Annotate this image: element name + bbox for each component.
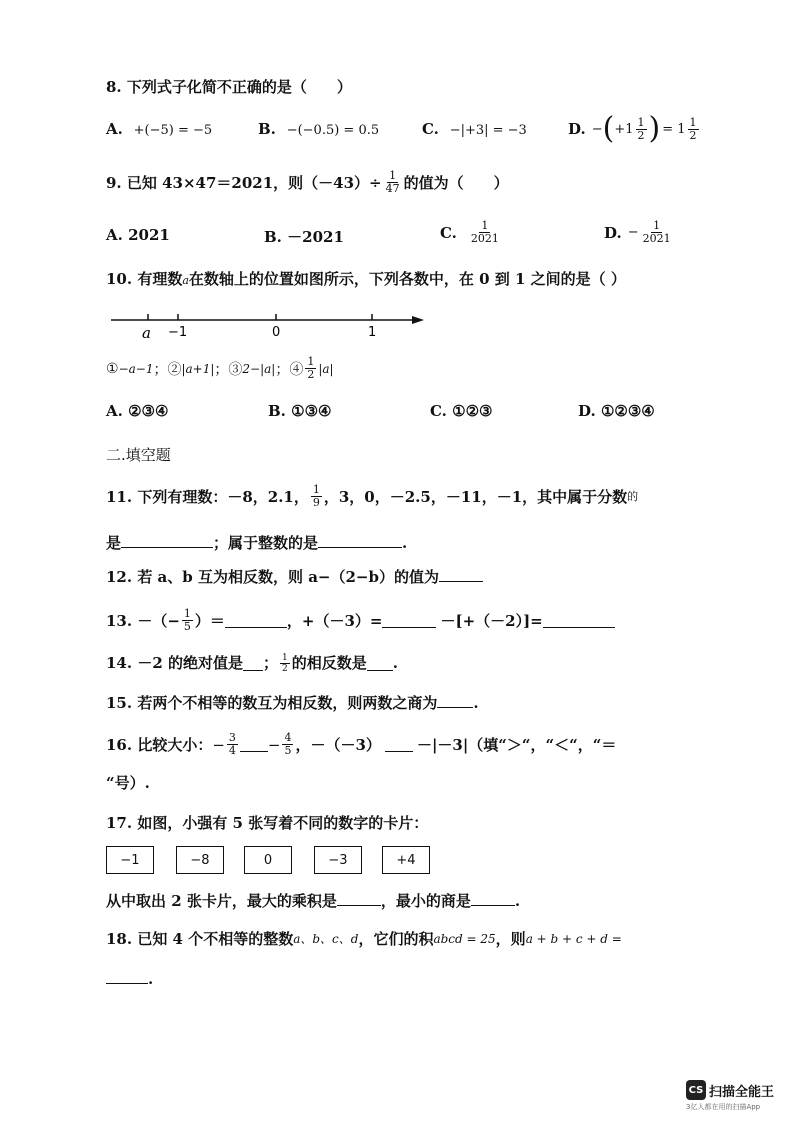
answer-blank[interactable] <box>471 891 515 906</box>
axis-arrow <box>412 316 424 324</box>
q14-fraction: $\frac{1}{2}$ <box>282 652 288 674</box>
answer-blank[interactable] <box>318 533 402 548</box>
answer-blank[interactable] <box>240 737 268 752</box>
q9-option-d: D. − $\frac{1}{2021}$ <box>604 219 671 245</box>
q17-stem: 17. 如图，小强有 5 张写着不同的数字的卡片： <box>106 814 429 832</box>
number-card: 0 <box>244 846 292 874</box>
q9-stem: 9. 已知 43×47＝2021，则（－43）÷ $\frac{1}{47}$ 的值为（ ） <box>106 169 509 195</box>
answer-blank[interactable] <box>337 891 381 906</box>
option-eq: = 1 <box>662 121 686 137</box>
rhs-fraction: $\frac{1}{2}$ <box>689 115 697 142</box>
q16-line1: 16. 比较大小： − $\frac{3}{4}$ − $\frac{4}{5}$ ，－（－3） －|－3|（填“＞“，“＜“，“＝ <box>106 731 617 757</box>
option-label: B. <box>258 120 276 138</box>
q10-option-a: A. ②③④ <box>106 402 169 420</box>
q16-fraction1: $\frac{3}{4}$ <box>228 731 236 757</box>
scanner-tagline: 3亿人都在用的扫描App <box>686 1103 761 1111</box>
answer-blank[interactable] <box>437 693 473 708</box>
label-0: 0 <box>272 325 281 340</box>
q18: 18. 已知 4 个不相等的整数 a、b、c、d ，它们的积 abcd = 25 ，则 a + b + c + d = <box>106 930 622 948</box>
option-label: D. <box>568 120 586 138</box>
q11-line2: 是 ；属于整数的是 . <box>106 534 408 552</box>
answer-blank[interactable] <box>225 613 287 628</box>
option-fraction: $\frac{1}{2021}$ <box>642 219 671 245</box>
number-card: +4 <box>382 846 430 874</box>
number-line <box>106 308 426 344</box>
label-1: 1 <box>368 325 377 340</box>
answer-blank[interactable] <box>121 533 213 548</box>
q16-fraction2: $\frac{4}{5}$ <box>284 731 292 757</box>
q8-option-a <box>106 120 212 138</box>
q17-line2: 从中取出 2 张卡片，最大的乘积是 ，最小的商是 . <box>106 892 521 910</box>
number-card: −3 <box>314 846 362 874</box>
paren-right: ) <box>648 111 661 146</box>
q11-line1: 11. 下列有理数：－8，2.1， $\frac{1}{9}$ ，3，0，－2.5，－11，－1，其中属于分数 的 <box>106 483 639 509</box>
option-expr: −(−0.5) = 0.5 <box>286 123 380 138</box>
q9-option-c: C. $\frac{1}{2021}$ <box>440 219 499 245</box>
q9-fraction: $\frac{1}{47}$ <box>385 169 400 195</box>
q8-option-c <box>422 120 527 138</box>
q13: 13. －（− $\frac{1}{5}$ ）＝ ，+（－3）= －[+（－2）]= <box>106 608 615 633</box>
q10-items: ① −a−1 ；② |a+1| ；③ 2−|a| ；④ $\frac{1}{2}$ |a| <box>106 355 334 381</box>
q11-fraction: $\frac{1}{9}$ <box>312 483 320 509</box>
answer-blank[interactable] <box>106 969 148 984</box>
scanner-app-name: 扫描全能王 <box>709 1084 775 1100</box>
q9-option-b: B. －2021 <box>264 228 344 246</box>
option-expr: +(−5) = −5 <box>133 123 213 138</box>
answer-blank[interactable] <box>382 613 436 628</box>
q8-option-b <box>258 120 379 138</box>
answer-blank[interactable] <box>367 656 393 671</box>
option-expr-pre: − <box>591 121 603 137</box>
q16-line2: “号）. <box>106 774 150 792</box>
option-label: A. <box>106 120 123 138</box>
q12: 12. 若 a、b 互为相反数，则 a−（2−b）的值为 <box>106 566 483 588</box>
scanner-watermark <box>686 1080 774 1112</box>
q18-line2: . <box>106 968 153 990</box>
number-card: −8 <box>176 846 224 874</box>
mixed-fraction: $\frac{1}{2}$ <box>637 115 645 142</box>
q14: 14. －2 的绝对值是 ； $\frac{1}{2}$ 的相反数是 . <box>106 652 398 674</box>
q10-stem: 10. 有理数a在数轴上的位置如图所示，下列各数中，在 0 到 1 之间的是（ ） <box>106 270 626 288</box>
paren-left: ( <box>602 111 615 146</box>
q9-option-a: A. 2021 <box>106 226 170 244</box>
option-expr: −|+3| = −3 <box>449 123 527 138</box>
q10-option-b: B. ①③④ <box>268 402 332 420</box>
label-neg1: −1 <box>168 325 188 340</box>
option-label: C. <box>422 120 439 138</box>
answer-blank[interactable] <box>243 656 263 671</box>
item4-fraction: $\frac{1}{2}$ <box>307 355 315 381</box>
section-title: 二.填空题 <box>106 446 171 464</box>
answer-blank[interactable] <box>385 737 413 752</box>
q10-option-c: C. ①②③ <box>430 402 493 420</box>
q13-fraction: $\frac{1}{5}$ <box>183 607 191 633</box>
q8-option-d <box>568 111 701 146</box>
q10-option-d: D. ①②③④ <box>578 402 655 420</box>
q8-stem: 8. 下列式子化简不正确的是（ ） <box>106 78 352 96</box>
answer-blank[interactable] <box>543 613 615 628</box>
scanner-logo-icon: CS <box>686 1080 706 1100</box>
answer-blank[interactable] <box>439 567 483 582</box>
label-a: a <box>142 324 151 342</box>
number-card: −1 <box>106 846 154 874</box>
q15: 15. 若两个不相等的数互为相反数，则两数之商为 . <box>106 694 479 712</box>
mixed-whole: +1 <box>614 121 634 137</box>
option-fraction: $\frac{1}{2021}$ <box>470 219 499 245</box>
